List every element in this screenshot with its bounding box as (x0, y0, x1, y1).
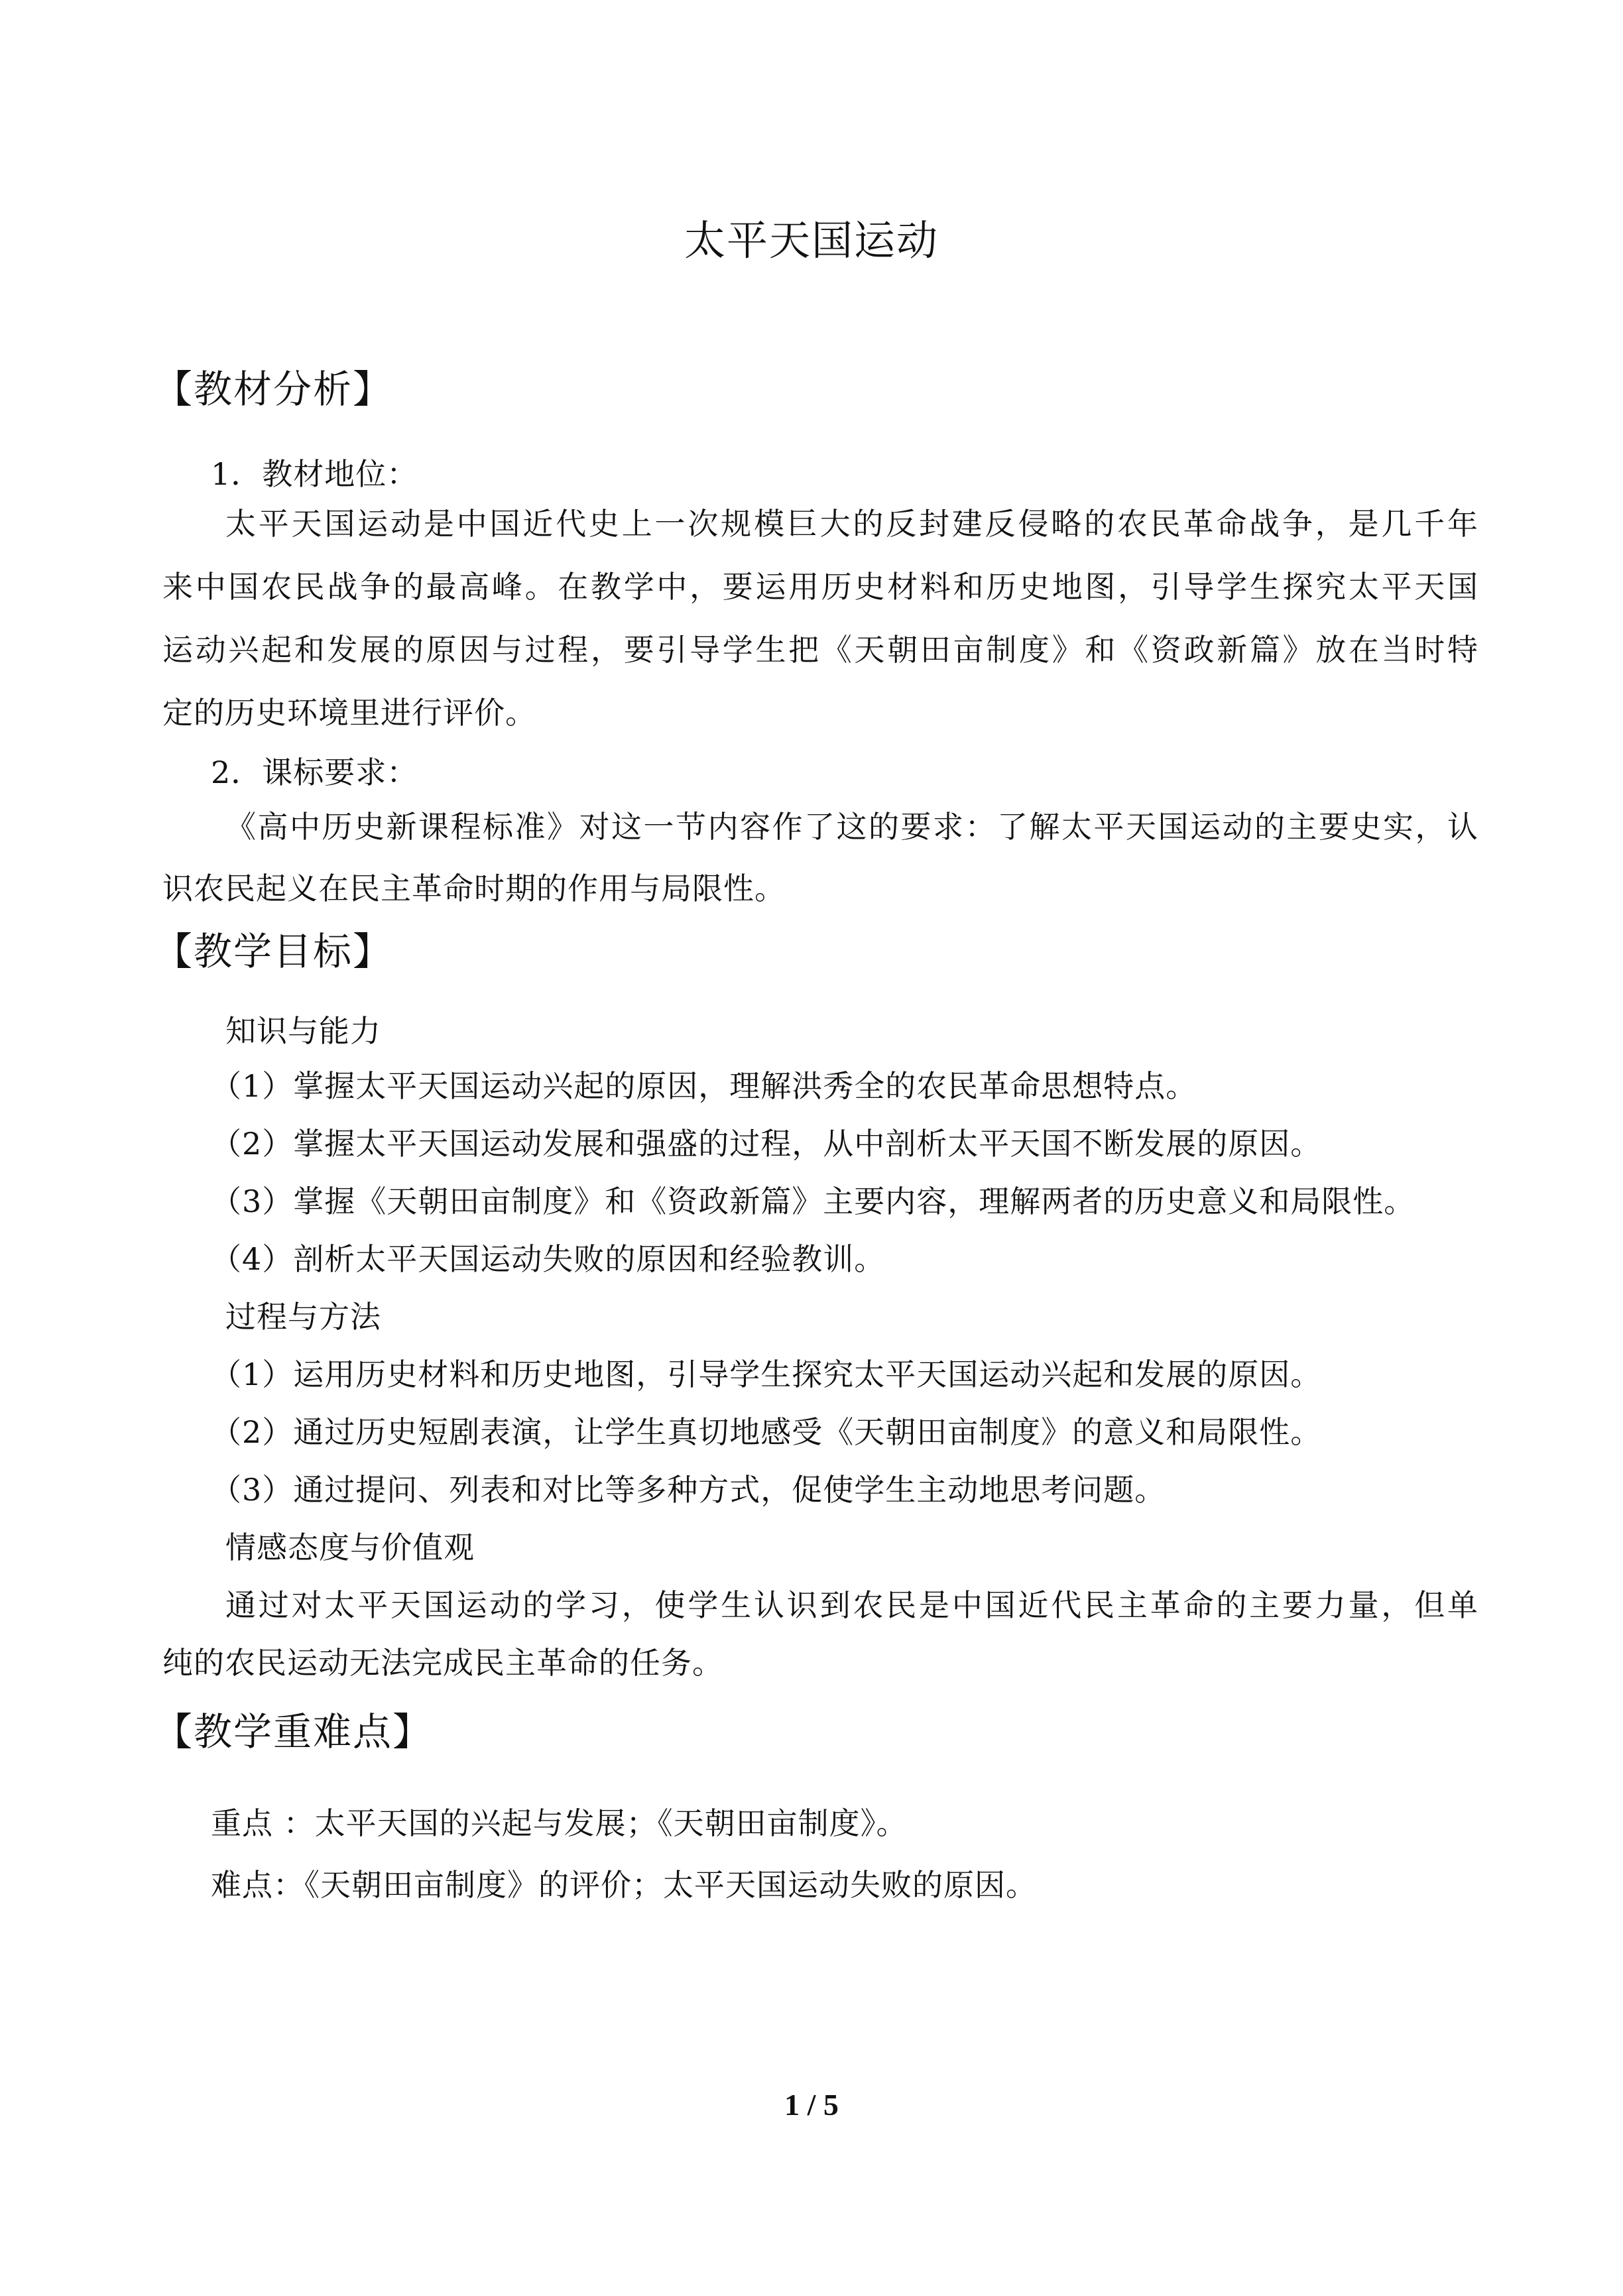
list-item: （2）通过历史短剧表演，让学生真切地感受《天朝田亩制度》的意义和局限性。 (211, 1414, 1322, 1450)
paragraph-line: 纯的农民运动无法完成民主革命的任务。 (162, 1645, 723, 1681)
difficulty-point: 难点：《天朝田亩制度》的评价；太平天国运动失败的原因。 (211, 1867, 1037, 1903)
list-item: （2）掌握太平天国运动发展和强盛的过程，从中剖析太平天国不断发展的原因。 (211, 1126, 1322, 1162)
section-heading-keypoints: 【教学重难点】 (154, 1709, 433, 1754)
key-point: 重点 ：太平天国的兴起与发展；《天朝田亩制度》。 (211, 1805, 908, 1841)
page-title: 太平天国运动 (684, 216, 939, 265)
subheading-attitude: 情感态度与价值观 (225, 1530, 475, 1565)
item-label-textbook-position: 1．教材地位： (211, 456, 418, 492)
section-heading-objectives: 【教学目标】 (154, 929, 393, 974)
paragraph-line: 太平天国运动是中国近代史上一次规模巨大的反封建反侵略的农民革命战争，是几千年 (225, 506, 1478, 542)
section-heading-analysis: 【教材分析】 (154, 367, 393, 412)
paragraph-line: 定的历史环境里进行评价。 (162, 695, 536, 731)
paragraph-line: 《高中历史新课程标准》对这一节内容作了这的要求：了解太平天国运动的主要史实，认 (225, 809, 1478, 845)
list-item: （1）运用历史材料和历史地图，引导学生探究太平天国运动兴起和发展的原因。 (211, 1357, 1322, 1392)
list-item: （3）掌握《天朝田亩制度》和《资政新篇》主要内容，理解两者的历史意义和局限性。 (211, 1183, 1415, 1219)
page-indicator: 1 / 5 (784, 2088, 839, 2122)
list-item: （4）剖析太平天国运动失败的原因和经验教训。 (211, 1241, 886, 1277)
list-item: （3）通过提问、列表和对比等多种方式，促使学生主动地思考问题。 (211, 1472, 1166, 1508)
list-item: （1）掌握太平天国运动兴起的原因，理解洪秀全的农民革命思想特点。 (211, 1068, 1197, 1104)
paragraph-line: 识农民起义在民主革命时期的作用与局限性。 (162, 871, 786, 906)
item-label-curriculum-requirement: 2．课标要求： (211, 755, 418, 790)
subheading-knowledge: 知识与能力 (225, 1013, 381, 1049)
subheading-process: 过程与方法 (225, 1299, 381, 1335)
paragraph-line: 运动兴起和发展的原因与过程，要引导学生把《天朝田亩制度》和《资政新篇》放在当时特 (162, 632, 1478, 668)
paragraph-line: 通过对太平天国运动的学习，使学生认识到农民是中国近代民主革命的主要力量，但单 (225, 1587, 1478, 1623)
paragraph-line: 来中国农民战争的最高峰。在教学中，要运用历史材料和历史地图，引导学生探究太平天国 (162, 569, 1478, 605)
